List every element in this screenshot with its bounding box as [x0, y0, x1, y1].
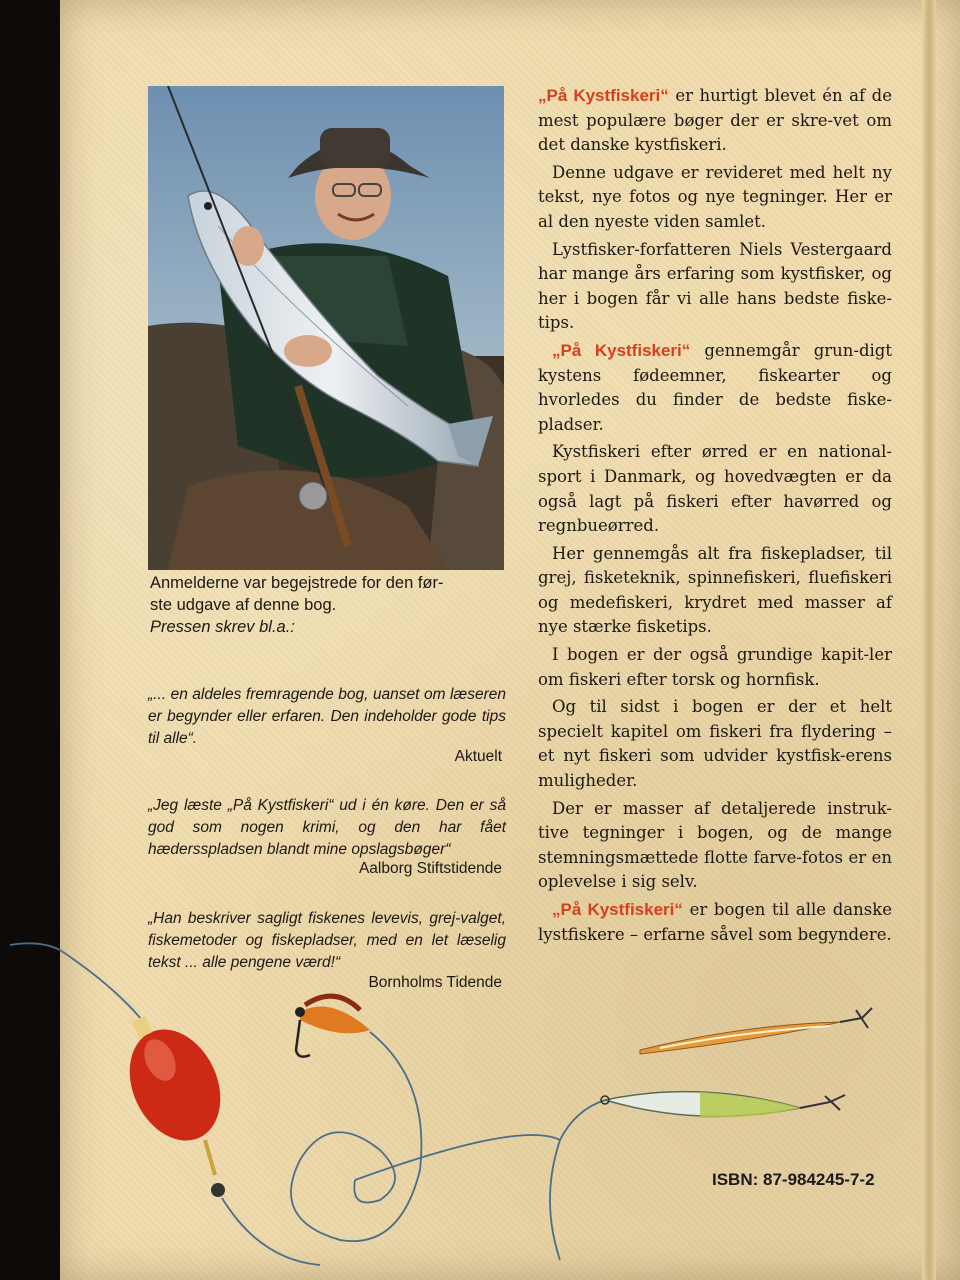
book-blurb: [538, 84, 892, 950]
isbn-number: ISBN: 87-984245-7-2: [712, 1170, 875, 1189]
review-source-3: Bornholms Tidende: [368, 974, 502, 991]
caption-line-2: ste udgave af denne bog.: [150, 596, 337, 614]
review-intro-caption: [150, 572, 505, 638]
caption-line-3: Pressen skrev bl.a.:: [150, 618, 295, 636]
book-spine-edge: [922, 0, 936, 1280]
blurb-paragraph-6: Her gennemgås alt fra fiskepladser, til grej, fisketeknik, spinnefiskeri, fluefiskeri og medefiskeri, krydret med masser af nye stærke fisketips.: [538, 543, 892, 637]
review-quote-3: „Han beskriver sagligt fiskenes levevis, grej-valget, fiskemetoder og fiskepladser, med en let læselig tekst ... alle pengene værd!“: [148, 910, 506, 971]
review-source-1: Aktuelt: [454, 748, 502, 765]
book-title-mention: „På Kystfiskeri“: [552, 900, 683, 919]
book-title-mention: „På Kystfiskeri“: [538, 86, 669, 105]
review-quote-1: „... en aldeles fremragende bog, uanset om læseren er begynder eller erfaren. Den indeholder gode tips til alle“.: [148, 686, 506, 747]
blurb-paragraph-7: I bogen er der også grundige kapit-ler om fiskeri efter torsk og hornfisk.: [538, 645, 892, 689]
review-quote-2: „Jeg læste „På Kystfiskeri“ ud i én køre. Den er så god som nogen krimi, og den har fået hædersspladsen blandt mine opslagsbøger“: [148, 797, 506, 858]
review-source-2: Aalborg Stiftstidende: [358, 860, 502, 877]
caption-line-1: Anmelderne var begejstrede for den før-: [150, 574, 444, 592]
blurb-paragraph-10: „På Kystfiskeri“ er bogen til alle danske lystfiskere – erfarne såvel som begyndere.: [538, 900, 892, 944]
blurb-paragraph-5: Kystfiskeri efter ørred er en national-sport i Danmark, og hovedvægten er da også lagt på fiskeri efter havørred og regnbueørred.: [538, 442, 892, 536]
blurb-paragraph-1: „På Kystfiskeri“ er hurtigt blevet én af de mest populære bøger der er skre-vet om det danske kystfiskeri.: [538, 86, 892, 155]
blurb-paragraph-9: Der er masser af detaljerede instruk-tive tegninger i bogen, og de mange stemningsmættede flotte farve-fotos er en oplevelse i sig selv.: [538, 798, 892, 892]
angler-with-trout-photo: [148, 86, 504, 570]
blurb-paragraph-2: Denne udgave er revideret med helt ny tekst, nye fotos og nye tegninger. Her er al den nyeste viden samlet.: [538, 162, 892, 231]
blurb-paragraph-4: „På Kystfiskeri“ gennemgår grun-digt kystens fødeemner, fiskearter og hvorledes du finder de bedste fiske-pladser.: [538, 340, 893, 434]
blurb-paragraph-8: Og til sidst i bogen er der et helt specielt kapitel om fiskeri fra flydering – et nyt fiskeri som udvider kystfisk-erens muligheder.: [538, 697, 892, 791]
book-title-mention: „På Kystfiskeri“: [552, 340, 691, 360]
blurb-paragraph-3: Lystfisker-forfatteren Niels Vestergaard har mange års erfaring som kystfisker, og her i bogen får vi alle hans bedste fiske-tips.: [538, 239, 892, 333]
